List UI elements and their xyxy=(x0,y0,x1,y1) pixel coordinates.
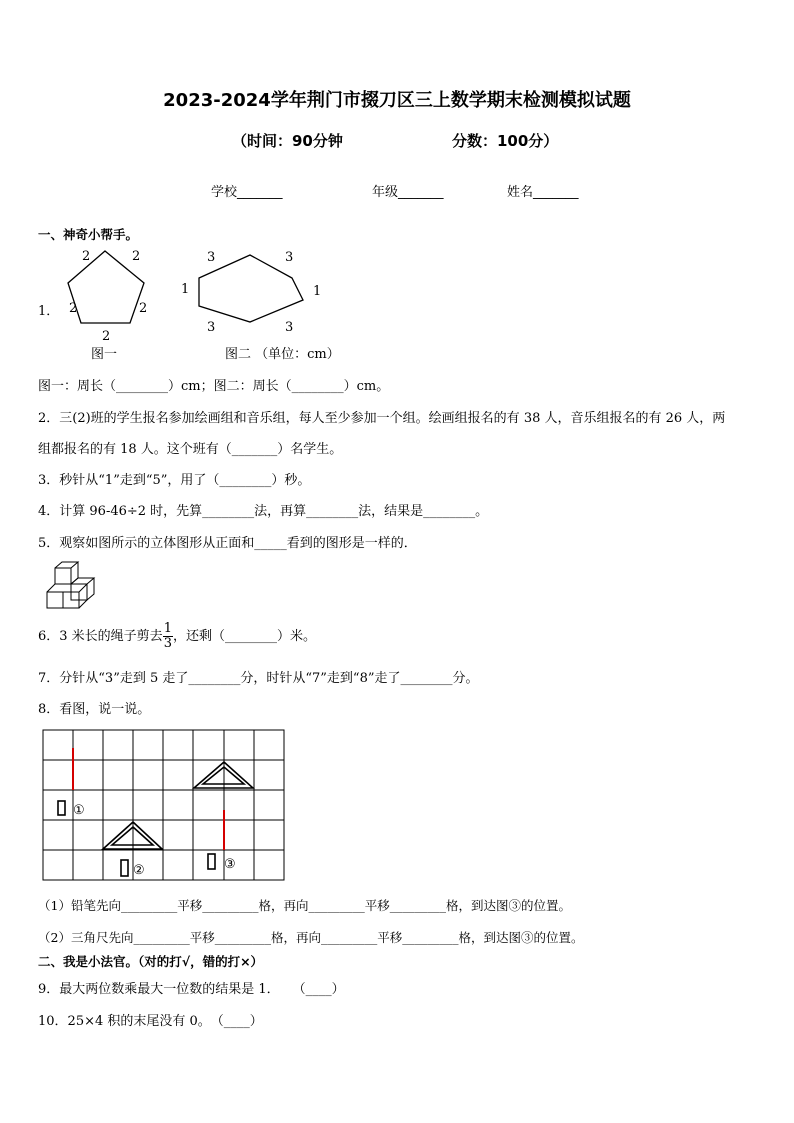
q4-text: 4．计算 96-46÷2 时，先算________法，再算________法，结果是________。 xyxy=(38,504,489,519)
q10-text: 10．25×4 积的末尾没有 0。 （____） xyxy=(38,1014,263,1029)
circled-mark-3: ③ xyxy=(224,857,236,872)
section-2-heading: 二、我是小法官。（对的打√，错的打×） xyxy=(38,954,264,969)
hexagon-figure xyxy=(199,255,303,322)
hexagon-side-label: 3 xyxy=(285,250,294,265)
circled-mark-2: ② xyxy=(133,863,145,878)
cube-stack-figure xyxy=(42,558,102,613)
grade-field: 年级_______ xyxy=(372,185,444,200)
pentagon-side-label: 2 xyxy=(132,249,141,264)
figure-1-label: 图一 xyxy=(91,347,118,362)
pencil-icon xyxy=(208,854,215,869)
q9-text: 9．最大两位数乘最大一位数的结果是 1． （____） xyxy=(38,982,345,997)
q8-grid-figure xyxy=(40,728,290,884)
circled-mark-1: ① xyxy=(73,803,85,818)
q6-text xyxy=(38,622,316,651)
q6-prefix: 6．3 米长的绳子剪去 xyxy=(38,629,163,644)
exam-score: 分数：100分） xyxy=(452,132,559,150)
q3-text: 3．秒针从“1”走到“5”，用了（________）秒。 xyxy=(38,473,311,488)
pentagon-side-label: 2 xyxy=(139,301,148,316)
q2-line-1: 2．三(2)班的学生报名参加绘画组和音乐组，每人至少参加一个组。绘画组报名的有 38 人，音乐组报名的有 26 人，两 xyxy=(38,411,726,426)
hexagon-side-label: 3 xyxy=(207,250,216,265)
school-field: 学校_______ xyxy=(211,185,283,200)
q5-text: 5．观察如图所示的立体图形从正面和_____看到的图形是一样的． xyxy=(38,536,417,551)
pentagon-side-label: 2 xyxy=(69,301,78,316)
exam-time: （时间：90分钟 xyxy=(232,132,343,150)
figure-2-label: 图二 （单位：cm） xyxy=(225,347,340,362)
q8-sub-2: （2）三角尺先向_________平移_________格，再向_________平移_________格，到达图③的位置。 xyxy=(38,930,584,945)
pencil-icon xyxy=(121,860,128,876)
q8-text: 8．看图，说一说。 xyxy=(38,702,151,717)
q2-line-2: 组都报名的有 18 人。这个班有（_______）名学生。 xyxy=(38,442,343,457)
hexagon-side-label: 1 xyxy=(313,284,322,299)
q1-text: 图一：周长（________）cm；图二：周长（________）cm。 xyxy=(38,379,390,394)
q1-number: 1． xyxy=(38,304,60,319)
pentagon-side-label: 2 xyxy=(82,249,91,264)
q7-text: 7．分针从“3”走到 5 走了________分，时针从“7”走到“8”走了________分。 xyxy=(38,671,479,686)
fraction xyxy=(163,622,173,651)
page-title: 2023-2024学年荆门市掇刀区三上数学期末检测模拟试题 xyxy=(163,90,631,111)
q8-sub-1: （1）铅笔先向_________平移_________格，再向_________平移_________格，到达图③的位置。 xyxy=(38,898,571,913)
section-1-heading: 一、神奇小帮手。 xyxy=(38,227,139,242)
hexagon-side-label: 3 xyxy=(207,320,216,335)
hexagon-side-label: 1 xyxy=(181,282,190,297)
fraction-numerator: 1 xyxy=(163,621,172,636)
pentagon-side-label: 2 xyxy=(102,329,111,344)
name-field: 姓名_______ xyxy=(507,185,579,200)
hexagon-side-label: 3 xyxy=(285,320,294,335)
q6-suffix: ，还剩（________）米。 xyxy=(172,629,316,644)
pencil-icon xyxy=(58,801,65,815)
fraction-denominator: 3 xyxy=(163,636,172,651)
